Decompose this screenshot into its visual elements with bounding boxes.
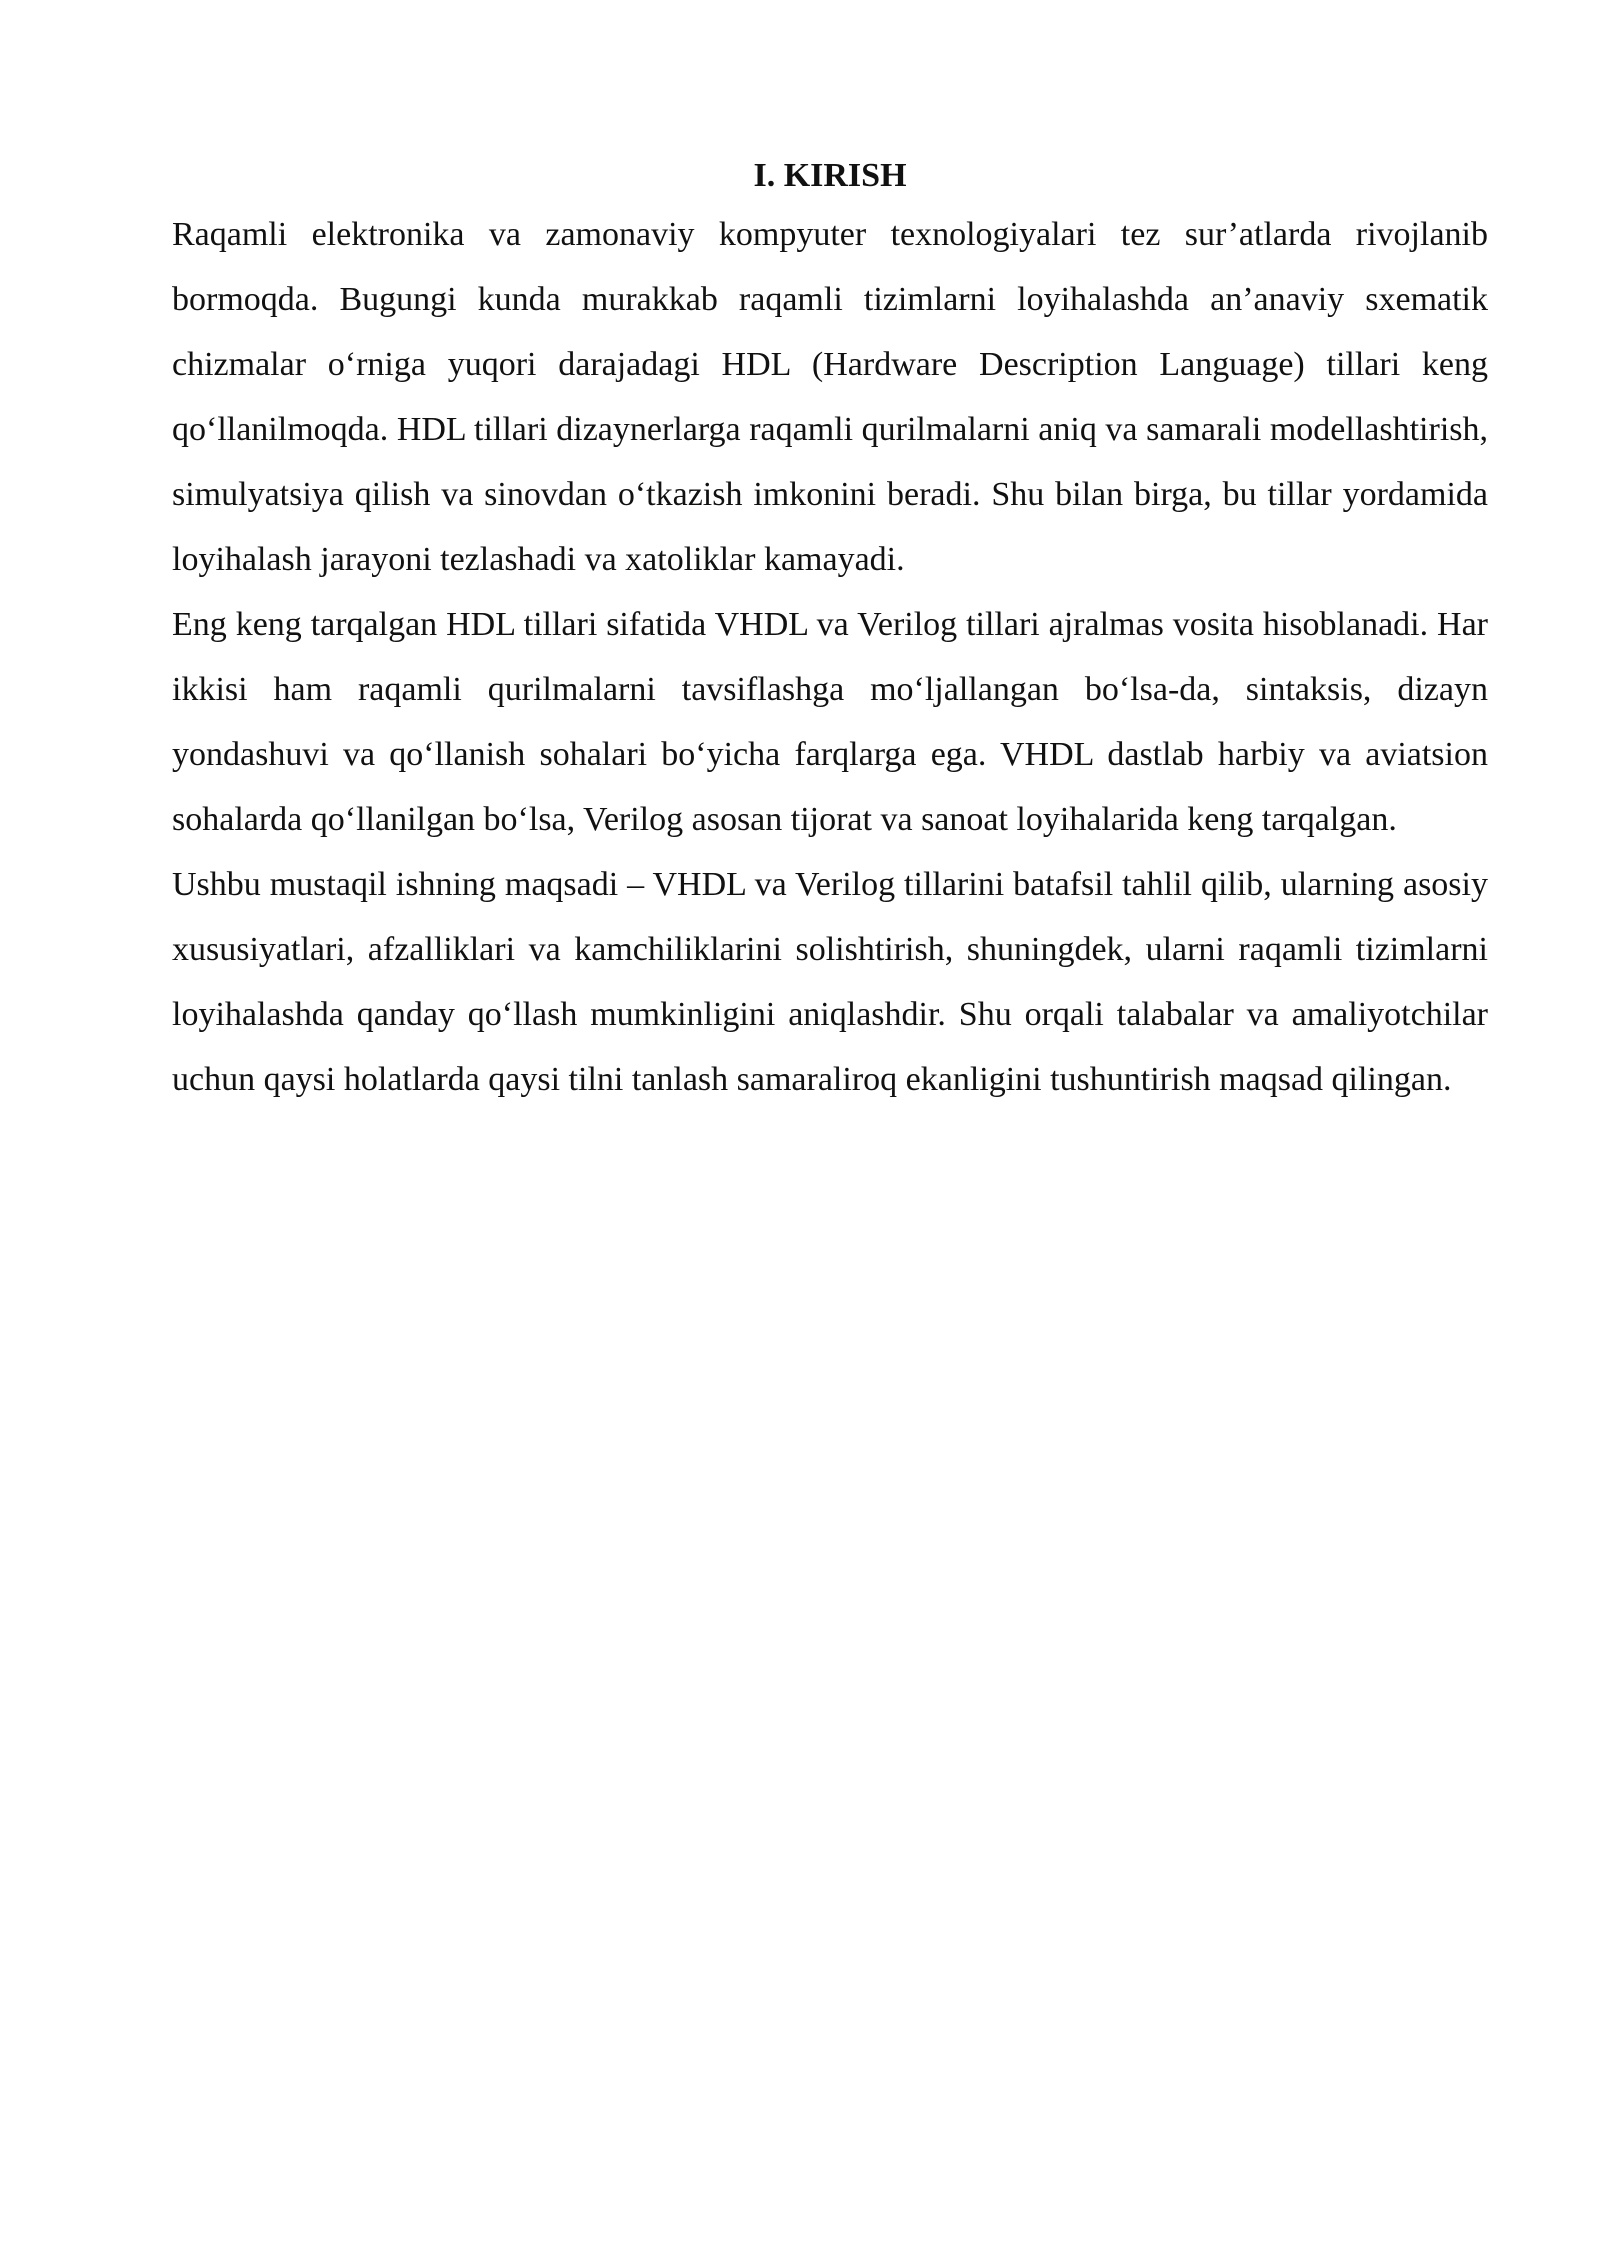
paragraph-intro: Raqamli elektronika va zamonaviy kompyuter texnologiyalari tez sur’atlarda rivojlanib bormoqda. Bugungi kunda murakkab raqamli tizimlarni loyihalashda an’anaviy sxematik chizmalar o‘rniga yuqori darajadagi HDL (Hardware Description Language) tillari keng qo‘llanilmoqda. HDL tillari dizaynerlarga raqamli qurilmalarni aniq va samarali modellashtirish, simulyatsiya qilish va sinovdan o‘tkazish imkonini beradi. Shu bilan birga, bu tillar yordamida loyihalash jarayoni tezlashadi va xatoliklar kamayadi. bbox=[172, 216, 1488, 578]
section-heading: I. KIRISH bbox=[753, 157, 907, 194]
document-body bbox=[172, 150, 1488, 1112]
paragraph-purpose: Ushbu mustaqil ishning maqsadi – VHDL va Verilog tillarini batafsil tahlil qilib, ularning asosiy xususiyatlari, afzalliklari va kamchiliklarini solishtirish, shuningdek, ularni raqamli tizimlarni loyihalashda qanday qo‘llash mumkinligini aniqlashdir. Shu orqali talabalar va amaliyotchilar uchun qaysi holatlarda qaysi tilni tanlash samaraliroq ekanligini tushuntirish maqsad qilingan. bbox=[172, 866, 1488, 1098]
paragraph-hdl-languages: Eng keng tarqalgan HDL tillari sifatida VHDL va Verilog tillari ajralmas vosita hisoblanadi. Har ikkisi ham raqamli qurilmalarni tavsiflashga mo‘ljallangan bo‘lsa-da, sintaksis, dizayn yondashuvi va qo‘llanish sohalari bo‘yicha farqlarga ega. VHDL dastlab harbiy va aviatsion sohalarda qo‘llanilgan bo‘lsa, Verilog asosan tijorat va sanoat loyihalarida keng tarqalgan. bbox=[172, 606, 1488, 838]
